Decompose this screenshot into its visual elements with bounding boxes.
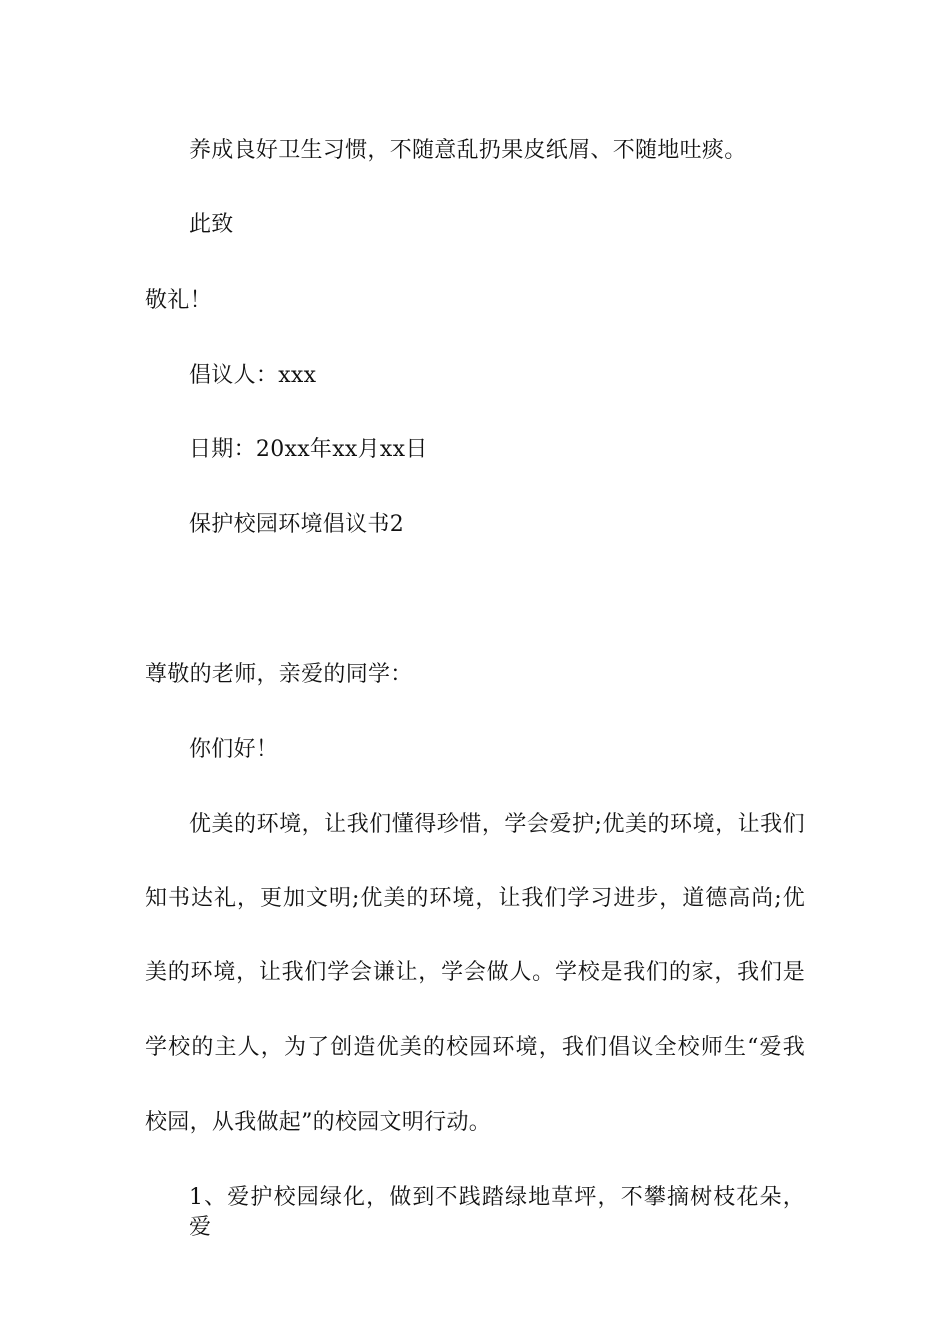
closing-salutation-cizhi: 此致 [189,212,234,237]
greeting-hello: 你们好！ [189,737,279,762]
body-paragraph-line: 美的环境，让我们学会谦让，学会做人。学校是我们的家，我们是 [145,960,805,985]
paragraph-hygiene-line: 养成良好卫生习惯，不随意乱扔果皮纸屑、不随地吐痰。 [189,138,747,163]
signature-date: 日期：20xx年xx月xx日 [189,437,428,462]
section-title: 保护校园环境倡议书2 [189,512,404,537]
body-paragraph-line: 知书达礼，更加文明;优美的环境，让我们学习进步，道德高尚;优 [145,886,805,911]
body-paragraph-line: 优美的环境，让我们懂得珍惜，学会爱护;优美的环境，让我们 [189,812,805,837]
body-paragraph-line: 校园，从我做起”的校园文明行动。 [145,1110,492,1135]
greeting-addressee: 尊敬的老师，亲爱的同学： [145,662,413,687]
body-paragraph-line: 学校的主人，为了创造优美的校园环境，我们倡议全校师生“爱我 [145,1035,805,1060]
list-item-1: 1、爱护校园绿化，做到不践踏绿地草坪，不攀摘树枝花朵，爱 [189,1185,805,1240]
closing-salutation-jingli: 敬礼！ [145,288,212,313]
signature-initiator: 倡议人：xxx [189,363,317,388]
